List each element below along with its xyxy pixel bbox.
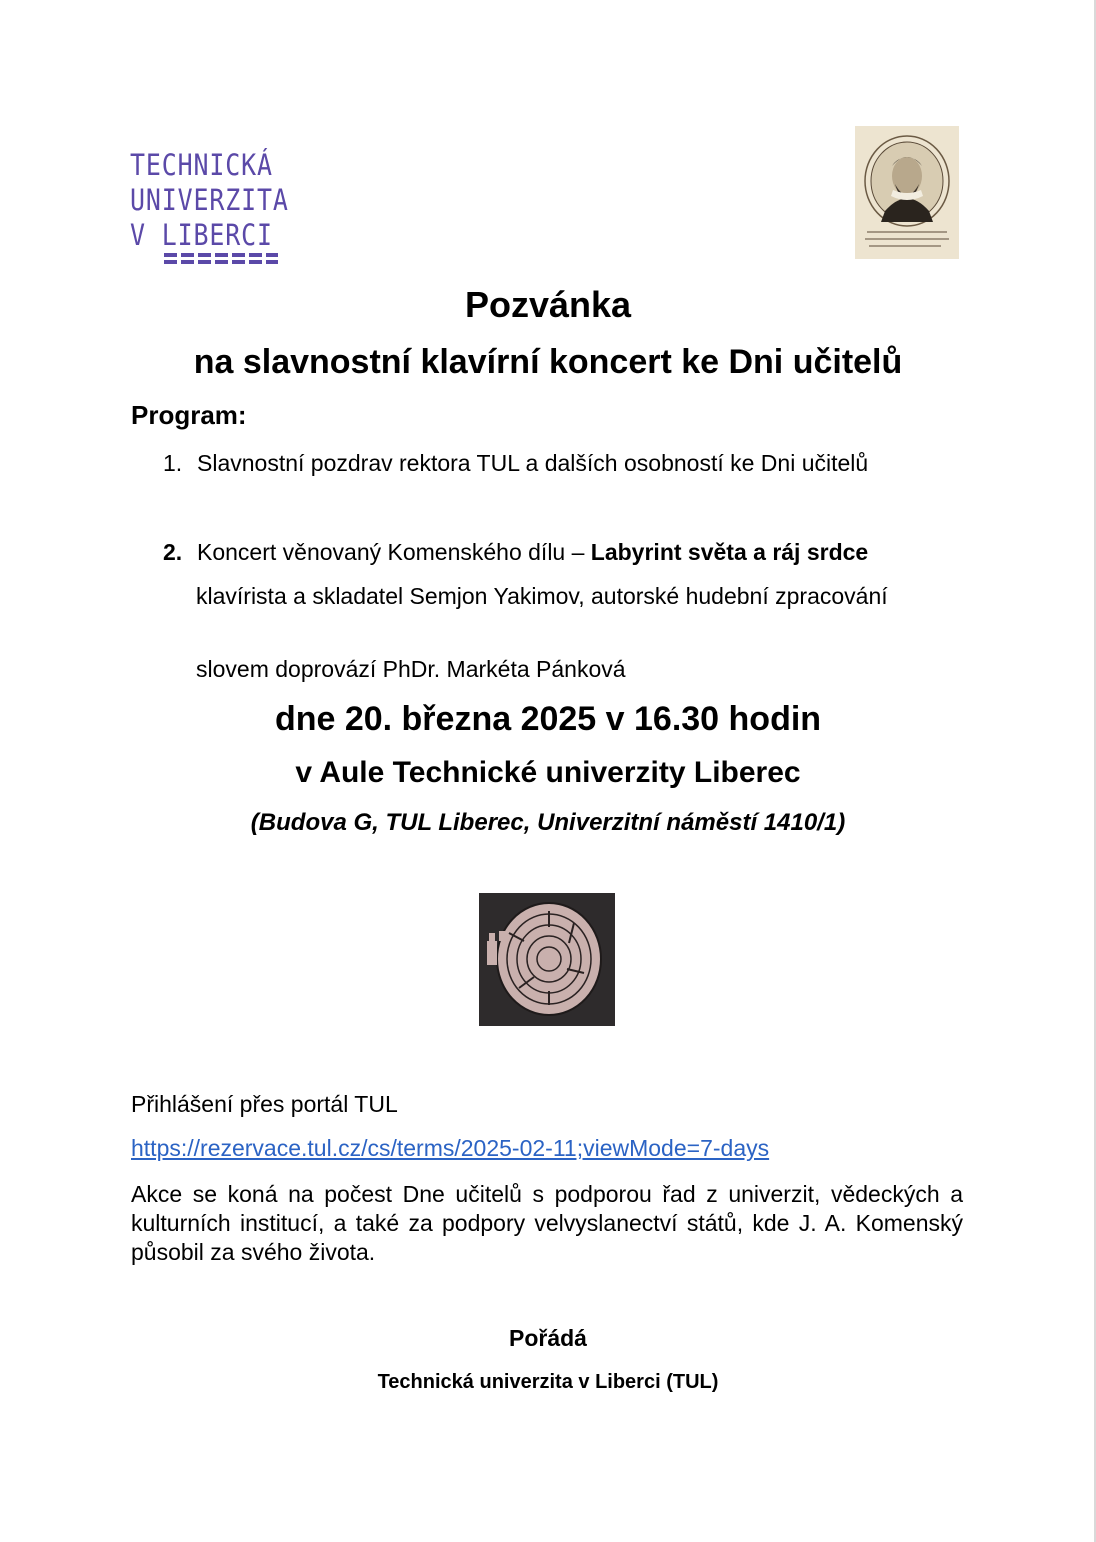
page-subtitle: na slavnostní klavírní koncert ke Dni učitelů xyxy=(193,343,903,381)
comenius-portrait-image xyxy=(855,126,959,259)
program-item-2-work-title: Labyrint světa a ráj srdce xyxy=(590,539,869,565)
logo-underline-second xyxy=(164,260,278,264)
program-item-2-performer: klavírista a skladatel Semjon Yakimov, autorské hudební zpracování xyxy=(196,583,888,609)
program-item-2-text xyxy=(197,539,868,566)
labyrinth-image xyxy=(479,893,615,1026)
program-item-2-number: 2. xyxy=(163,539,183,565)
organizer-name: Technická univerzita v Liberci (TUL) xyxy=(377,1371,719,1393)
tul-logo xyxy=(130,148,330,253)
event-address: (Budova G, TUL Liberec, Univerzitní náměstí 1410/1) xyxy=(250,809,846,836)
program-item-1-number: 1. xyxy=(163,450,183,476)
program-item-1-text: Slavnostní pozdrav rektora TUL a dalších osobností ke Dni učitelů xyxy=(197,450,869,476)
registration-link[interactable]: https://rezervace.tul.cz/cs/terms/2025-02-11;viewMode=7-days xyxy=(131,1135,770,1161)
registration-label: Přihlášení přes portál TUL xyxy=(131,1091,398,1117)
logo-line-3: V LIBERCI xyxy=(130,218,273,252)
organizer-heading: Pořádá xyxy=(509,1325,587,1351)
event-description: Akce se koná na počest Dne učitelů s podporou řad z univerzit, vědeckých a kulturních institucí, a také za podpory velvyslanectví států, kde J. A. Komenský působil za svého života. xyxy=(131,1181,963,1265)
program-item-2-narration: slovem doprovází PhDr. Markéta Pánková xyxy=(196,656,626,682)
logo-line-1: TECHNICKÁ xyxy=(130,148,273,182)
program-item-2-prefix: Koncert věnovaný Komenského dílu – xyxy=(197,539,591,565)
logo-line-2: UNIVERZITA xyxy=(130,183,289,217)
logo-underline xyxy=(164,253,278,257)
event-date: dne 20. března 2025 v 16.30 hodin xyxy=(274,700,822,738)
program-heading: Program: xyxy=(131,400,247,430)
event-venue: v Aule Technické univerzity Liberec xyxy=(295,756,801,789)
page-title: Pozvánka xyxy=(464,284,632,325)
